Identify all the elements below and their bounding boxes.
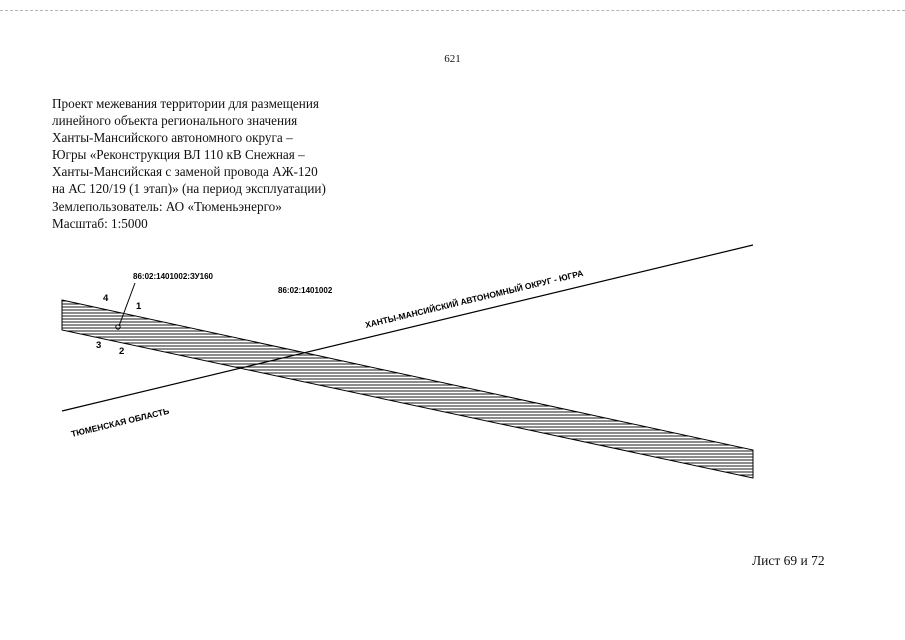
quarter-label: 86:02:1401002 [278,286,333,295]
point-label-1: 1 [136,301,142,312]
header-line: Ханты-Мансийская с заменой провода АЖ-120 [52,164,318,180]
header-line: линейного объекта регионального значения [52,113,298,129]
sheet-number: Лист 69 и 72 [752,553,825,568]
header-line: Масштаб: 1:5000 [52,215,148,231]
region-label-tyumen: ТЮМЕНСКАЯ ОБЛАСТЬ [70,405,171,439]
header-line: Югры «Реконструкция ВЛ 110 кВ Снежная – [52,147,305,163]
region-label-khmao: ХАНТЫ-МАНСИЙСКИЙ АВТОНОМНЫЙ ОКРУГ - ЮГРА [364,267,585,330]
header-line: Ханты-Мансийского автономного округа – [52,130,293,146]
point-label-4: 4 [103,293,109,304]
header-line: Землепользователь: АО «Тюменьэнерго» [52,198,282,214]
point-label-2: 2 [119,346,125,357]
header-line: Проект межевания территории для размещения [52,96,319,111]
hatched-strip [62,300,753,478]
parcel-label: 86:02:1401002:ЗУ160 [133,272,213,281]
header-line: на АС 120/19 (1 этап)» (на период эксплуатации) [52,181,326,197]
page-number: 621 [444,53,461,65]
point-label-3: 3 [96,340,102,351]
